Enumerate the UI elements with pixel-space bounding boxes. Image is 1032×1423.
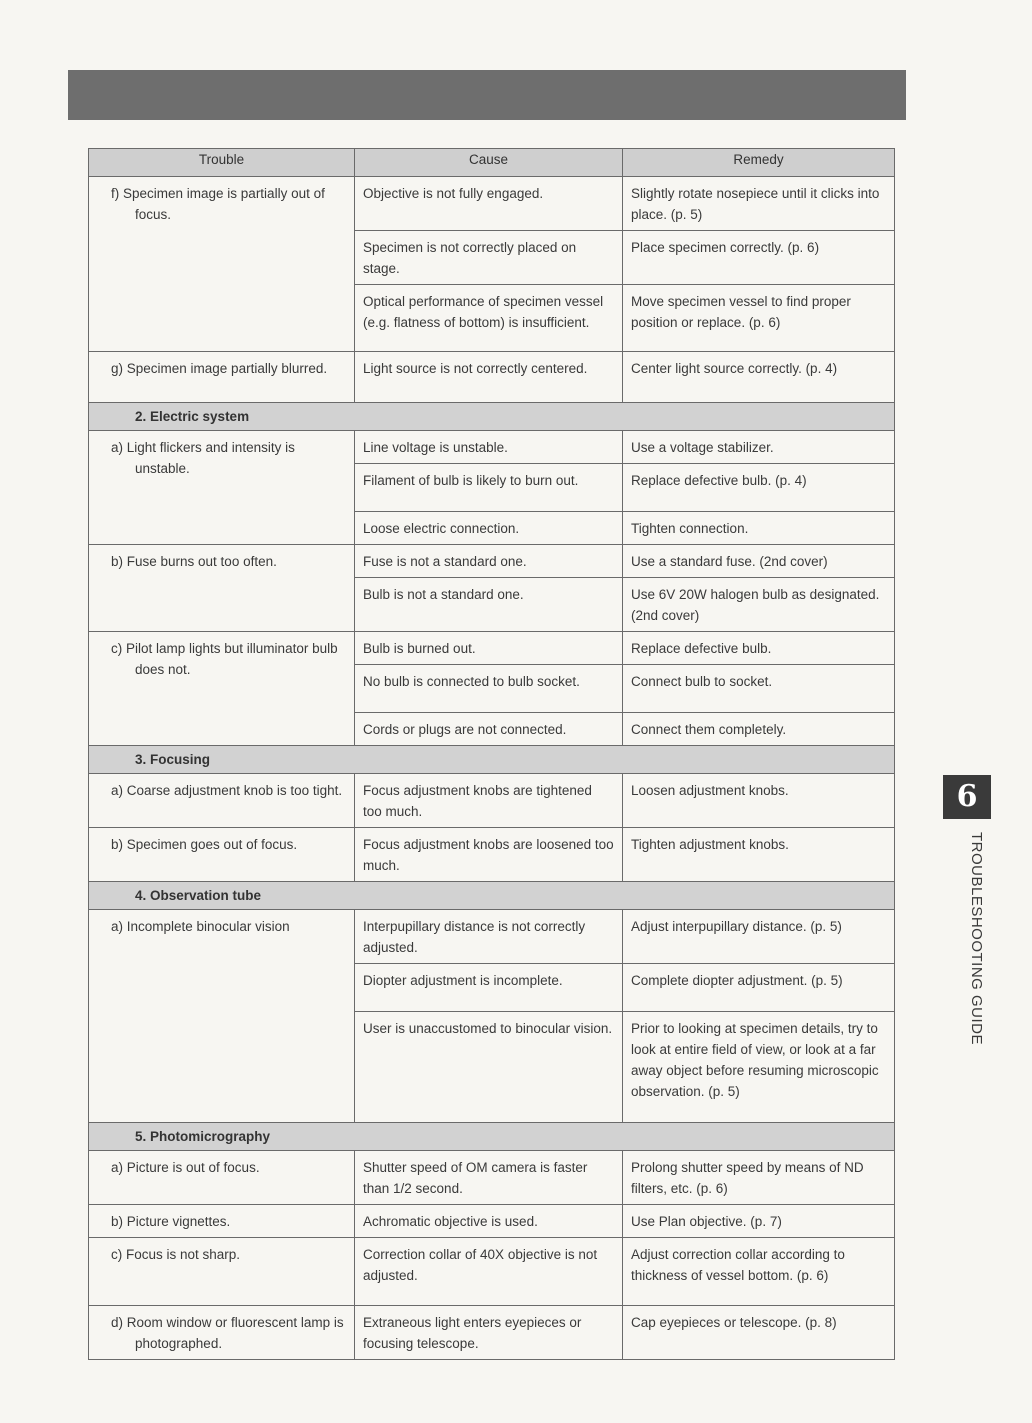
remedy-cell: Tighten connection. bbox=[623, 512, 895, 545]
remedy-cell: Use a voltage stabilizer. bbox=[623, 431, 895, 464]
table-row bbox=[89, 632, 895, 665]
remedy-cell: Adjust correction collar according to thickness of vessel bottom. (p. 6) bbox=[623, 1238, 895, 1306]
trouble-cell: b) Picture vignettes. bbox=[89, 1205, 355, 1238]
table-row bbox=[89, 1306, 895, 1360]
cause-cell: Focus adjustment knobs are loosened too much. bbox=[355, 828, 623, 882]
header-cause: Cause bbox=[355, 149, 623, 177]
header-trouble: Trouble bbox=[89, 149, 355, 177]
table-row bbox=[89, 177, 895, 231]
cause-cell: Optical performance of specimen vessel (e.g. flatness of bottom) is insufficient. bbox=[355, 285, 623, 352]
chapter-tab-badge: 6 bbox=[943, 775, 991, 819]
section-row bbox=[89, 746, 895, 774]
cause-cell: Line voltage is unstable. bbox=[355, 431, 623, 464]
remedy-cell: Place specimen correctly. (p. 6) bbox=[623, 231, 895, 285]
trouble-cell: a) Picture is out of focus. bbox=[89, 1151, 355, 1205]
section-heading: 5. Photomicrography bbox=[89, 1123, 895, 1151]
table-header-row bbox=[89, 149, 895, 177]
remedy-cell: Replace defective bulb. bbox=[623, 632, 895, 665]
section-heading: 3. Focusing bbox=[89, 746, 895, 774]
remedy-cell: Loosen adjustment knobs. bbox=[623, 774, 895, 828]
cause-cell: Extraneous light enters eyepieces or focusing telescope. bbox=[355, 1306, 623, 1360]
cause-cell: Correction collar of 40X objective is not adjusted. bbox=[355, 1238, 623, 1306]
trouble-cell: b) Fuse burns out too often. bbox=[89, 545, 355, 632]
troubleshooting-table bbox=[88, 148, 895, 1360]
remedy-cell: Prior to looking at specimen details, try to look at entire field of view, or look at a far away object before resuming microscopic observation. (p. 5) bbox=[623, 1012, 895, 1123]
remedy-cell: Move specimen vessel to find proper position or replace. (p. 6) bbox=[623, 285, 895, 352]
trouble-cell: g) Specimen image partially blurred. bbox=[89, 352, 355, 403]
trouble-cell: a) Light flickers and intensity is unstable. bbox=[89, 431, 355, 545]
cause-cell: Bulb is burned out. bbox=[355, 632, 623, 665]
cause-cell: Focus adjustment knobs are tightened too much. bbox=[355, 774, 623, 828]
remedy-cell: Connect bulb to socket. bbox=[623, 665, 895, 713]
cause-cell: Light source is not correctly centered. bbox=[355, 352, 623, 403]
cause-cell: Shutter speed of OM camera is faster than 1/2 second. bbox=[355, 1151, 623, 1205]
section-heading: 2. Electric system bbox=[89, 403, 895, 431]
remedy-cell: Replace defective bulb. (p. 4) bbox=[623, 464, 895, 512]
trouble-cell: d) Room window or fluorescent lamp is photographed. bbox=[89, 1306, 355, 1360]
remedy-cell: Tighten adjustment knobs. bbox=[623, 828, 895, 882]
trouble-cell: b) Specimen goes out of focus. bbox=[89, 828, 355, 882]
trouble-cell: c) Focus is not sharp. bbox=[89, 1238, 355, 1306]
table-row bbox=[89, 431, 895, 464]
remedy-cell: Adjust interpupillary distance. (p. 5) bbox=[623, 910, 895, 964]
header-remedy: Remedy bbox=[623, 149, 895, 177]
table-row bbox=[89, 1151, 895, 1205]
table-row bbox=[89, 774, 895, 828]
cause-cell: Interpupillary distance is not correctly adjusted. bbox=[355, 910, 623, 964]
section-row bbox=[89, 882, 895, 910]
cause-cell: Objective is not fully engaged. bbox=[355, 177, 623, 231]
cause-cell: User is unaccustomed to binocular vision. bbox=[355, 1012, 623, 1123]
table-row bbox=[89, 352, 895, 403]
remedy-cell: Cap eyepieces or telescope. (p. 8) bbox=[623, 1306, 895, 1360]
table-row bbox=[89, 545, 895, 578]
trouble-cell: a) Incomplete binocular vision bbox=[89, 910, 355, 1123]
section-row bbox=[89, 403, 895, 431]
header-bar bbox=[68, 70, 906, 120]
table-row bbox=[89, 1205, 895, 1238]
remedy-cell: Use 6V 20W halogen bulb as designated. (2nd cover) bbox=[623, 578, 895, 632]
remedy-cell: Use a standard fuse. (2nd cover) bbox=[623, 545, 895, 578]
trouble-cell: a) Coarse adjustment knob is too tight. bbox=[89, 774, 355, 828]
cause-cell: Filament of bulb is likely to burn out. bbox=[355, 464, 623, 512]
cause-cell: Loose electric connection. bbox=[355, 512, 623, 545]
cause-cell: Diopter adjustment is incomplete. bbox=[355, 964, 623, 1012]
remedy-cell: Slightly rotate nosepiece until it clicks into place. (p. 5) bbox=[623, 177, 895, 231]
remedy-cell: Connect them completely. bbox=[623, 713, 895, 746]
trouble-cell: c) Pilot lamp lights but illuminator bulb does not. bbox=[89, 632, 355, 746]
cause-cell: Cords or plugs are not connected. bbox=[355, 713, 623, 746]
cause-cell: Bulb is not a standard one. bbox=[355, 578, 623, 632]
remedy-cell: Center light source correctly. (p. 4) bbox=[623, 352, 895, 403]
chapter-side-label: TROUBLESHOOTING GUIDE bbox=[968, 832, 985, 1046]
trouble-cell: f) Specimen image is partially out of focus. bbox=[89, 177, 355, 352]
table-row bbox=[89, 1238, 895, 1306]
cause-cell: Specimen is not correctly placed on stage. bbox=[355, 231, 623, 285]
table-row bbox=[89, 828, 895, 882]
remedy-cell: Prolong shutter speed by means of ND filters, etc. (p. 6) bbox=[623, 1151, 895, 1205]
cause-cell: Fuse is not a standard one. bbox=[355, 545, 623, 578]
cause-cell: No bulb is connected to bulb socket. bbox=[355, 665, 623, 713]
cause-cell: Achromatic objective is used. bbox=[355, 1205, 623, 1238]
section-row bbox=[89, 1123, 895, 1151]
remedy-cell: Complete diopter adjustment. (p. 5) bbox=[623, 964, 895, 1012]
section-heading: 4. Observation tube bbox=[89, 882, 895, 910]
remedy-cell: Use Plan objective. (p. 7) bbox=[623, 1205, 895, 1238]
table-row bbox=[89, 910, 895, 964]
